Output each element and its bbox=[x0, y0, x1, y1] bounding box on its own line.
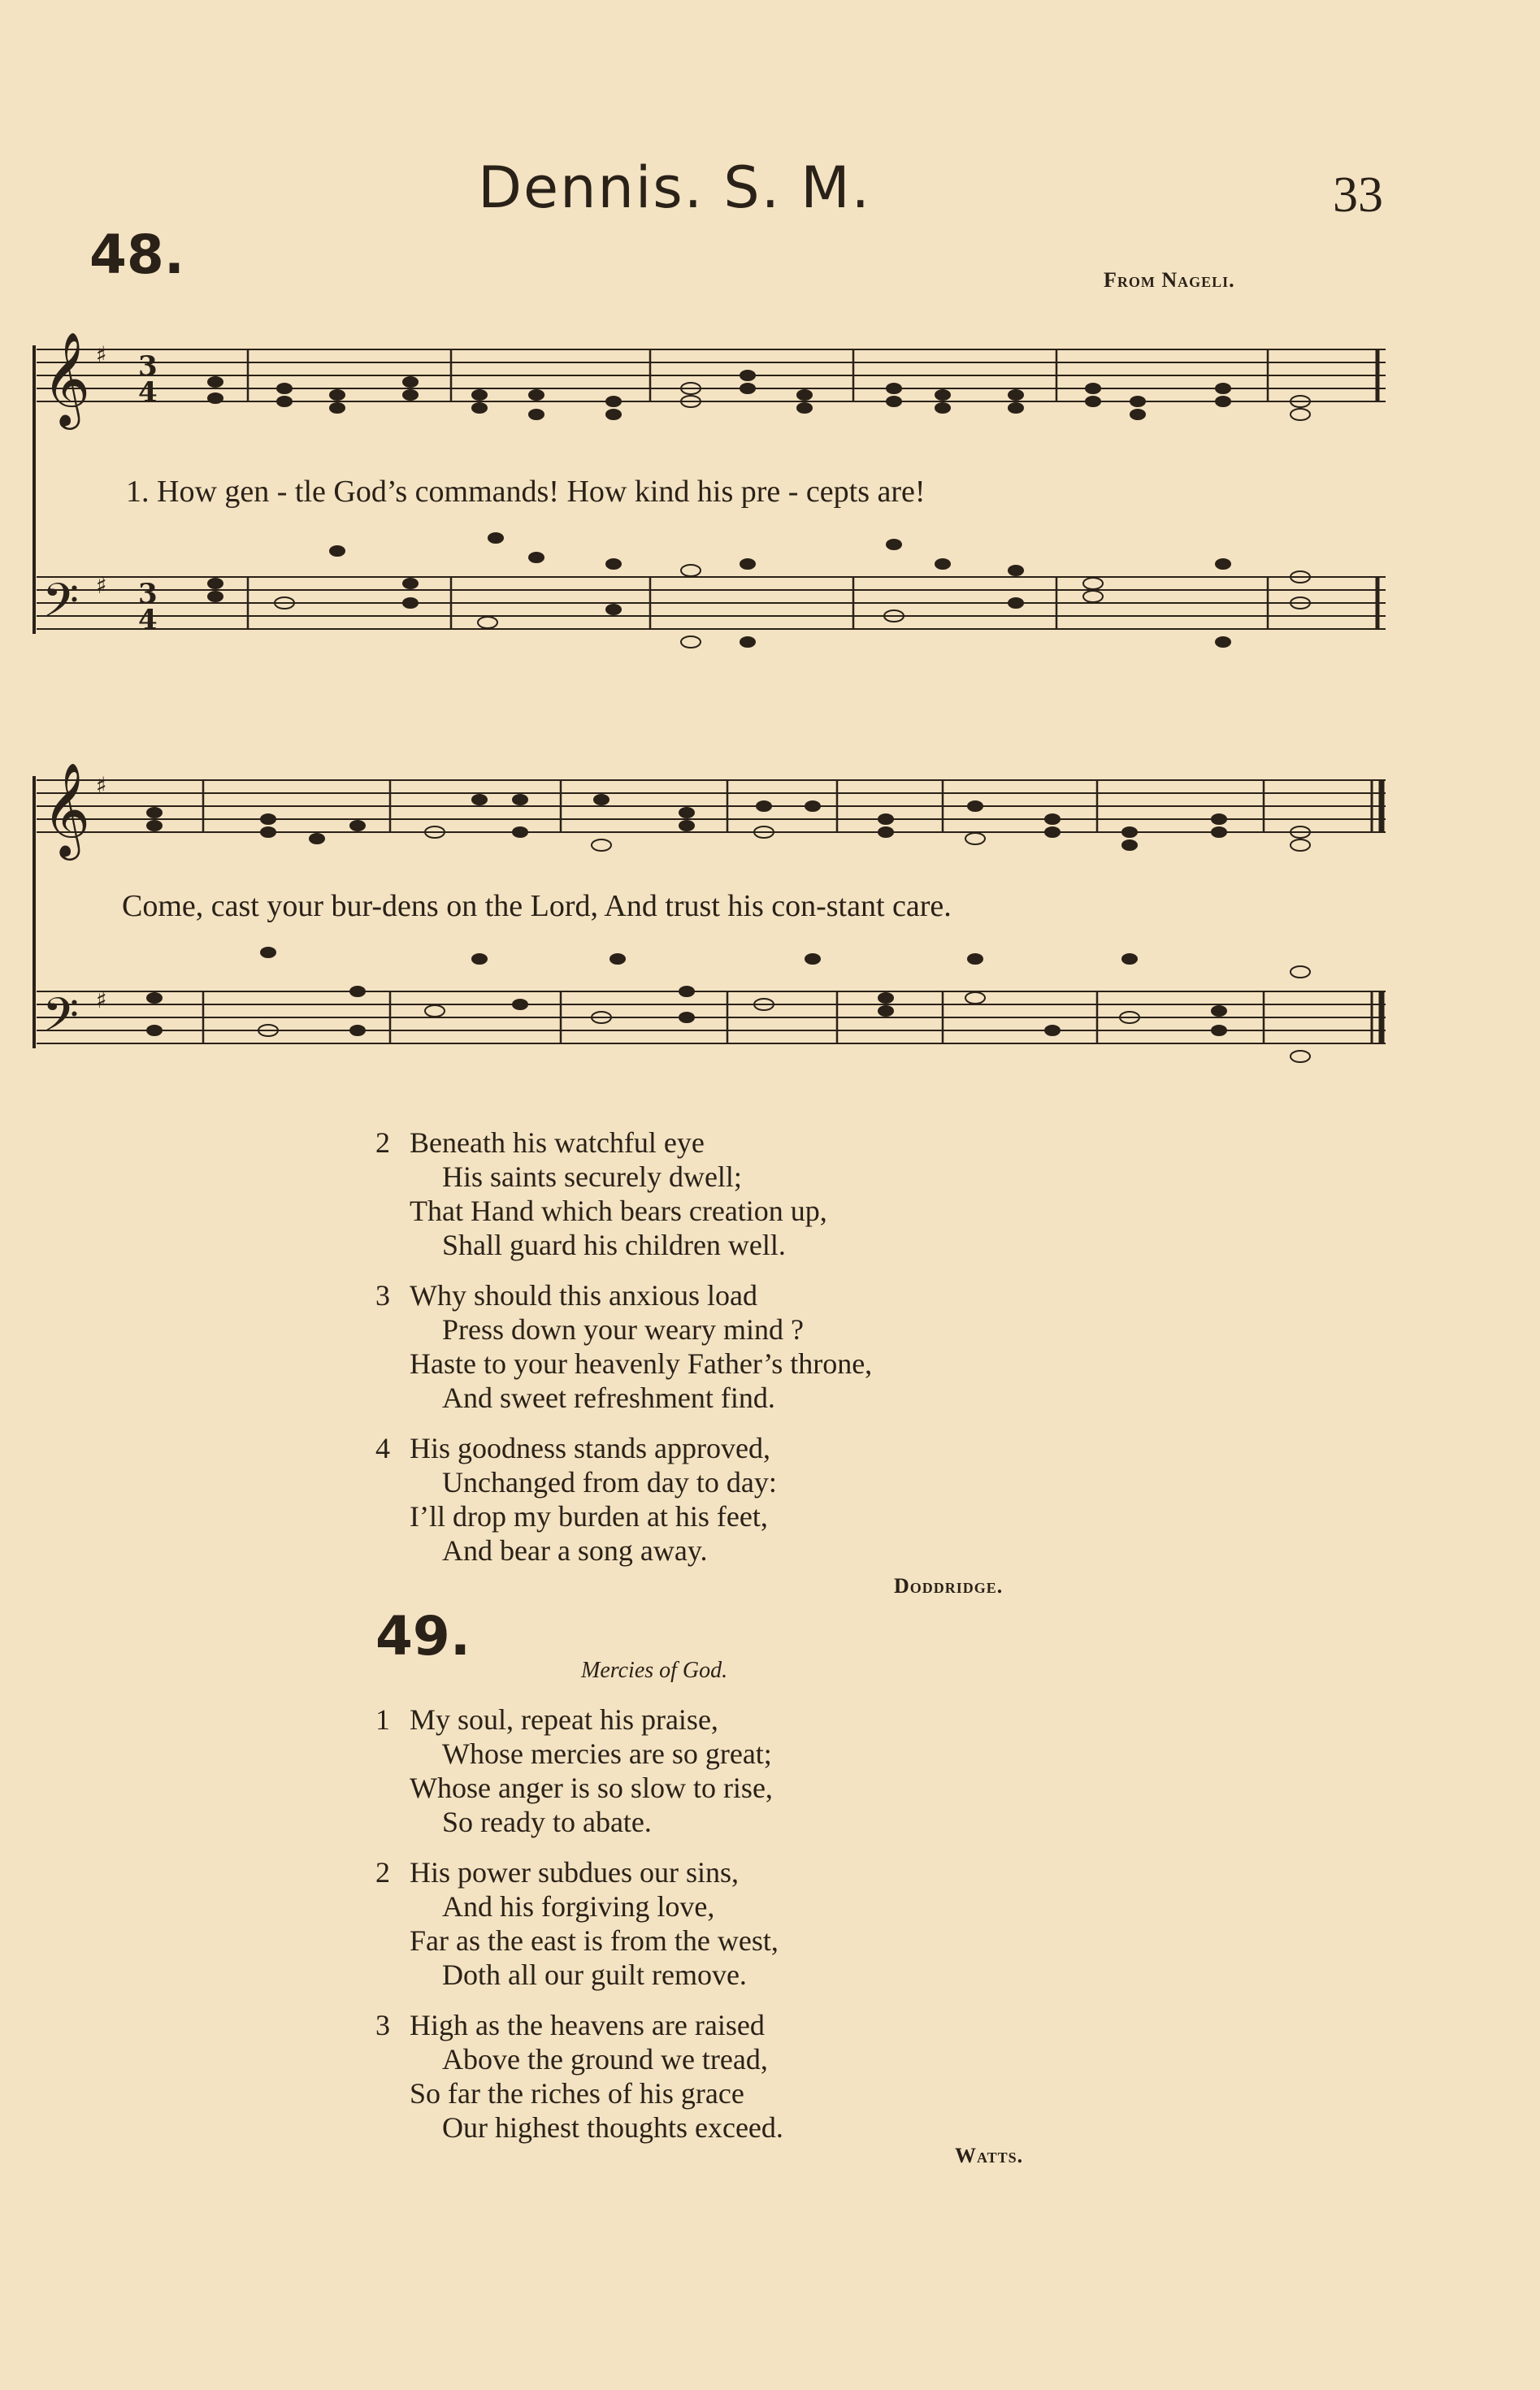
tune-title: Dennis. S. M. bbox=[478, 154, 871, 221]
svg-text:3: 3 bbox=[138, 350, 158, 383]
lyrics-line-2: Come, cast your bur-dens on the Lord, And trust his con-stant care. bbox=[122, 889, 952, 923]
treble-staff-2 bbox=[37, 780, 1386, 832]
sharp-icon: ♯ bbox=[96, 572, 107, 599]
verse-block: 2 His power subdues our sins, And his forgiving love, Far as the east is from the west, Doth all our guilt remove. bbox=[375, 1856, 779, 1991]
sharp-icon: ♯ bbox=[96, 987, 107, 1013]
page-number: 33 bbox=[1333, 167, 1383, 223]
hymn-49-verses bbox=[375, 1702, 783, 2145]
svg-text:4: 4 bbox=[138, 376, 158, 409]
music-score bbox=[0, 0, 1540, 1105]
bass-clef-icon: 𝄢 bbox=[42, 987, 80, 1054]
bass-clef-icon: 𝄢 bbox=[42, 573, 80, 640]
hymn-49-subtitle: Mercies of God. bbox=[581, 1658, 728, 1683]
treble-clef-icon: 𝄞 bbox=[42, 761, 91, 857]
hymn-49-author: Watts. bbox=[955, 2144, 1024, 2167]
sharp-icon: ♯ bbox=[96, 772, 107, 799]
hymn-48-verses bbox=[375, 1126, 872, 1568]
hymn-48-number: 48. bbox=[89, 223, 184, 286]
svg-text:3: 3 bbox=[138, 578, 158, 610]
verse-block: 4 His goodness stands approved, Unchanged from day to day: I’ll drop my burden at his feet, And bear a song away. bbox=[375, 1432, 777, 1567]
verse-block: 3 High as the heavens are raised Above the ground we tread, So far the riches of his grace Our highest thoughts exceed. bbox=[375, 2009, 783, 2144]
svg-text:4: 4 bbox=[138, 604, 158, 636]
hymn-49-number: 49. bbox=[375, 1605, 471, 1668]
composer-attribution: From Nageli. bbox=[1104, 268, 1235, 292]
sharp-icon: ♯ bbox=[96, 341, 107, 368]
verse-block: 3 Why should this anxious load Press down your weary mind ? Haste to your heavenly Father’s throne, And sweet refreshment find. bbox=[375, 1279, 873, 1414]
treble-clef-icon: 𝄞 bbox=[42, 331, 91, 426]
treble-staff-1 bbox=[37, 349, 1386, 401]
verse-block: 1 My soul, repeat his praise, Whose mercies are so great; Whose anger is so slow to rise, So ready to abate. bbox=[375, 1703, 773, 1838]
bass-staff-2 bbox=[37, 991, 1386, 1043]
bass-staff-1 bbox=[37, 577, 1386, 629]
verse-block: 2 Beneath his watchful eye His saints securely dwell; That Hand which bears creation up, Shall guard his children well. bbox=[375, 1126, 827, 1261]
lyrics-line-1: 1. How gen - tle God’s commands! How kind his pre - cepts are! bbox=[126, 475, 926, 509]
hymn-48-author: Doddridge. bbox=[894, 1574, 1004, 1598]
